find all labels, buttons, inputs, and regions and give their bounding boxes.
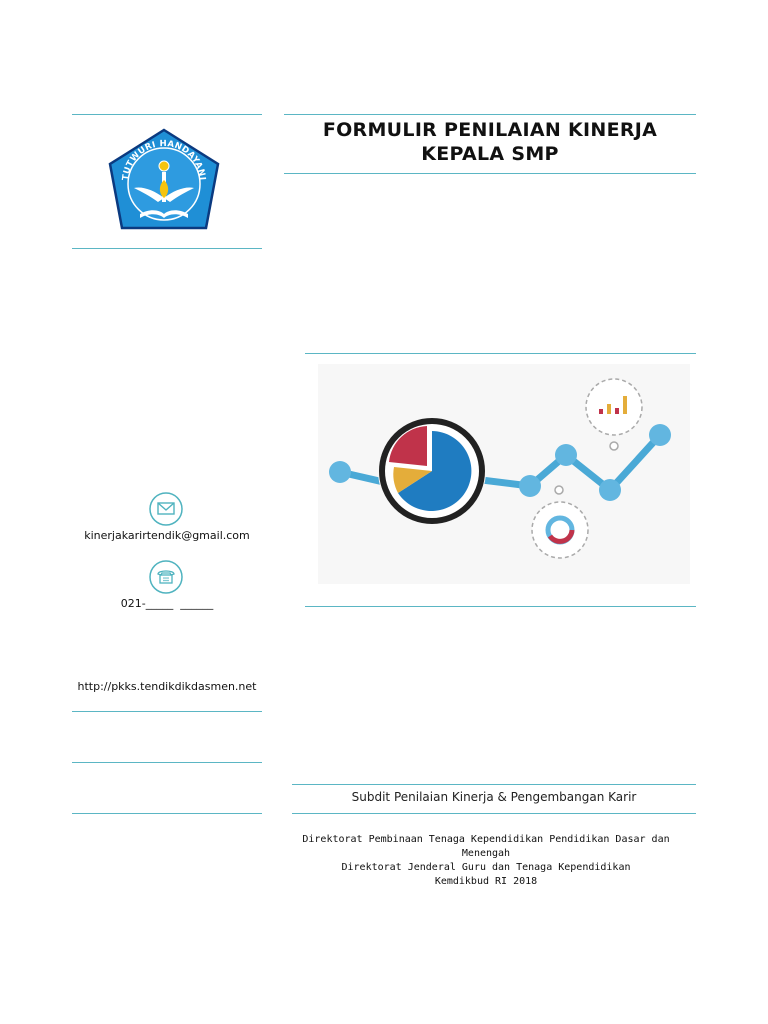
divider-title-bottom: [284, 173, 696, 174]
line-node: [329, 461, 351, 483]
divider-left-2: [72, 762, 262, 763]
logo-motto: TUTWURI HANDAYANI: [120, 138, 207, 182]
footer-line-1: Direktorat Pembinaan Tenaga Kependidikan Pendidikan Dasar dan Menengah: [302, 834, 670, 859]
line-node: [555, 444, 577, 466]
divider-graphic-top: [305, 353, 696, 354]
page-title: [284, 118, 696, 166]
subdit-label: Subdit Penilaian Kinerja & Pengembangan Karir: [351, 790, 637, 804]
divider-left-1: [72, 711, 262, 712]
divider-graphic-bottom: [305, 606, 696, 607]
line-node: [599, 479, 621, 501]
title-line-2: KEPALA SMP: [421, 143, 559, 165]
phone-text: 021-_____ ______: [120, 597, 214, 610]
email-text: kinerjakarirtendik@gmail.com: [84, 529, 250, 542]
envelope-icon: [149, 492, 183, 526]
tutwuri-handayani-logo: [104, 128, 224, 234]
telephone-icon: [149, 560, 183, 594]
pie-chart-icon: [378, 417, 486, 525]
line-node: [649, 424, 671, 446]
divider-title-top: [284, 114, 696, 115]
divider-left-3: [72, 813, 262, 814]
website-link[interactable]: http://pkks.tendikdikdasmen.net: [77, 680, 257, 693]
divider-logo-bottom: [72, 248, 262, 249]
footer-line-3: Kemdikbud RI 2018: [434, 876, 538, 887]
divider-logo-top: [72, 114, 262, 115]
line-node: [519, 475, 541, 497]
divider-subdit-bottom: [292, 813, 696, 814]
divider-subdit-top: [292, 784, 696, 785]
footer-line-2: Direktorat Jenderal Guru dan Tenaga Kependidikan: [341, 862, 631, 873]
title-line-1: FORMULIR PENILAIAN KINERJA: [322, 119, 658, 141]
footer-institution: [276, 833, 696, 889]
analytics-illustration: [318, 364, 690, 584]
